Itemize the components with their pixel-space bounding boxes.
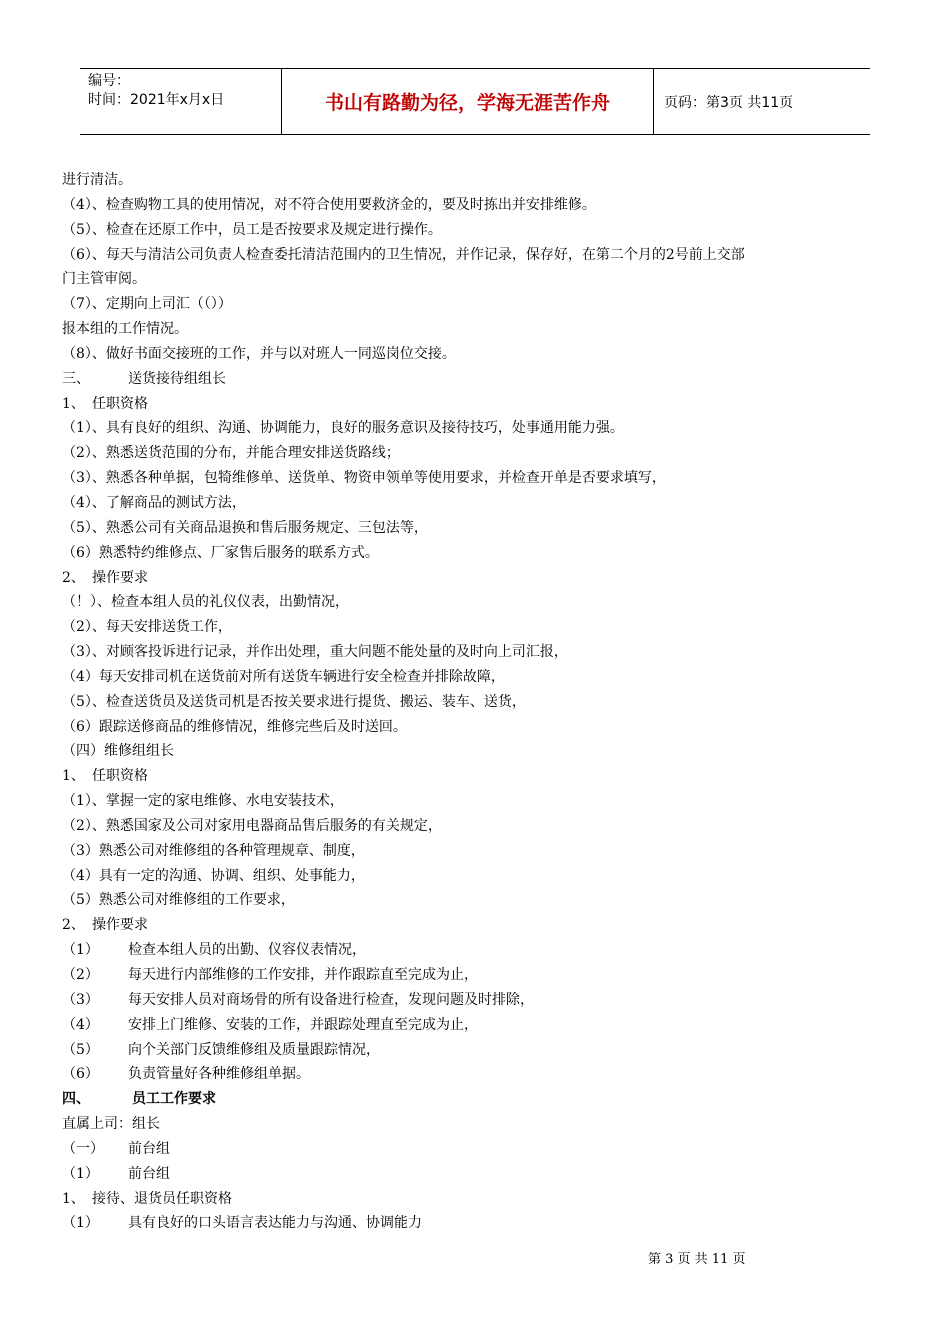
text-line [62, 1187, 902, 1212]
line-number: （2） [62, 967, 99, 983]
line-number: （6） [62, 1066, 99, 1083]
document-header [80, 68, 870, 135]
line-text: 任职资格 [92, 768, 148, 785]
line-text: 每天进行内部维修的工作安排，并作跟踪直至完成为止， [128, 967, 478, 983]
text-line [62, 739, 902, 764]
line-text: （7）、定期向上司汇（（）） [62, 296, 232, 313]
text-line [62, 541, 902, 566]
line-text: 接待、退货员任职资格 [92, 1190, 232, 1207]
line-number: 1、 [62, 1190, 85, 1207]
text-line [62, 243, 902, 268]
line-text: （6）、每天与清洁公司负责人检查委托清洁范围内的卫生情况，并作记录，保存好，在第二个月的2号前上交部 [62, 246, 745, 263]
text-line [62, 1013, 902, 1038]
document-body [62, 168, 902, 1236]
line-text: （！）、检查本组人员的礼仪仪表，出勤情况， [62, 594, 349, 611]
text-line [62, 963, 902, 988]
line-text: （1）、具有良好的组织、沟通、协调能力，良好的服务意识及接待技巧，处事通用能力强。 [62, 420, 624, 437]
text-line [62, 218, 902, 243]
text-line [62, 168, 902, 193]
document-date-label: 时间：2021年x月x日 [88, 92, 225, 108]
text-line [62, 913, 902, 938]
line-text: （四）维修组组长 [62, 743, 174, 760]
text-line [62, 789, 902, 814]
line-text: 向个关部门反馈维修组及质量跟踪情况， [128, 1041, 380, 1058]
line-text: 任职资格 [92, 395, 148, 412]
line-number: （3） [62, 991, 99, 1008]
text-line [62, 193, 902, 218]
line-text: 负责管量好各种维修组单据。 [128, 1066, 310, 1083]
text-line [62, 441, 902, 466]
page-footer: 第 3 页 共 11 页 [648, 1252, 746, 1267]
text-line [62, 640, 902, 665]
line-text: （6）熟悉特约维修点、厂家售后服务的联系方式。 [62, 544, 379, 561]
header-info-cell [80, 69, 282, 134]
line-text: （4）具有一定的沟通、协调、组织、处事能力， [62, 867, 365, 884]
text-line [62, 888, 902, 913]
line-text: （4）、了解商品的测试方法， [62, 494, 246, 511]
line-text: （3）熟悉公司对维修组的各种管理规章、制度， [62, 842, 365, 859]
line-number: （5） [62, 1041, 99, 1058]
line-text: 检查本组人员的出勤、仪容仪表情况， [128, 942, 366, 959]
line-text: （5）熟悉公司对维修组的工作要求， [62, 892, 295, 909]
line-text: （2）、熟悉国家及公司对家用电器商品售后服务的有关规定， [62, 817, 442, 834]
line-number: （1） [62, 1215, 99, 1232]
text-line [62, 516, 902, 541]
text-line [62, 690, 902, 715]
text-line [62, 392, 902, 417]
text-line [62, 665, 902, 690]
line-text: （1）、掌握一定的家电维修、水电安装技术， [62, 793, 344, 810]
line-text: （4）每天安排司机在送货前对所有送货车辆进行安全检查并排除故障， [62, 668, 505, 685]
line-text: （2）、每天安排送货工作， [62, 619, 232, 636]
line-number: 四、 [62, 1091, 90, 1108]
text-line [62, 1038, 902, 1063]
text-line [62, 764, 902, 789]
line-text: （2）、熟悉送货范围的分布，并能合理安排送货路线； [62, 445, 400, 462]
line-text: （3）、熟悉各种单据，包犄维修单、送货单、物资申领单等使用要求，并检查开单是否要求填写， [62, 470, 666, 487]
text-line [62, 342, 902, 367]
line-number: （1） [62, 942, 99, 959]
line-text: （8）、做好书面交接班的工作，并与以对班人一同巡岗位交接。 [62, 345, 456, 362]
line-text: 操作要求 [92, 917, 148, 934]
header-motto: 书山有路勤为径，学海无涯苦作舟 [282, 69, 654, 134]
text-line [62, 839, 902, 864]
text-line [62, 938, 902, 963]
text-line [62, 317, 902, 342]
line-text: （4）、检查购物工具的使用情况，对不符合使用要救济金的，要及时拣出并安排维修。 [62, 196, 596, 213]
line-text: 送货接待组组长 [128, 370, 226, 387]
line-text: 直属上司：组长 [62, 1116, 160, 1133]
text-line [62, 466, 902, 491]
line-text: （5）、熟悉公司有关商品退换和售后服务规定、三包法等， [62, 519, 428, 536]
text-line [62, 1112, 902, 1137]
line-text: 操作要求 [92, 569, 148, 586]
line-text: 进行清洁。 [62, 172, 132, 188]
text-line [62, 292, 902, 317]
line-text: 报本组的工作情况。 [62, 321, 188, 338]
line-text: 每天安排人员对商场骨的所有设备进行检查，发现问题及时排除， [128, 991, 534, 1008]
text-line [62, 715, 902, 740]
text-line [62, 1087, 902, 1112]
text-line [62, 416, 902, 441]
line-text: （3）、对顾客投诉进行记录，并作出处理，重大问题不能处量的及时向上司汇报， [62, 644, 568, 661]
text-line [62, 615, 902, 640]
text-line [62, 1137, 902, 1162]
line-number: （1） [62, 1165, 99, 1182]
line-text: （5）、检查送货员及送货司机是否按关要求进行提货、搬运、装车、送货， [62, 693, 526, 710]
text-line [62, 590, 902, 615]
text-line [62, 1162, 902, 1187]
line-text: 前台组 [128, 1140, 170, 1157]
document-number-label: 编号： [88, 73, 130, 89]
text-line [62, 267, 902, 292]
line-text: 前台组 [128, 1165, 170, 1182]
header-page-info: 页码：第3页 共11页 [664, 94, 794, 111]
line-text: （5）、检查在还原工作中，员工是否按要求及规定进行操作。 [62, 221, 442, 238]
line-number: 1、 [62, 768, 85, 785]
line-number: 2、 [62, 917, 85, 934]
text-line [62, 566, 902, 591]
line-text: 员工工作要求 [132, 1091, 216, 1108]
text-line [62, 491, 902, 516]
line-number: 三、 [62, 370, 90, 387]
line-text: （6）跟踪送修商品的维修情况，维修完些后及时送回。 [62, 718, 407, 735]
line-text: 门主管审阅。 [62, 271, 146, 288]
text-line [62, 988, 902, 1013]
text-line [62, 814, 902, 839]
text-line [62, 864, 902, 889]
text-line [62, 1211, 902, 1236]
line-number: 2、 [62, 569, 85, 586]
line-number: 1、 [62, 395, 85, 412]
line-text: 安排上门维修、安装的工作，并跟踪处理直至完成为止， [128, 1016, 478, 1033]
text-line [62, 367, 902, 392]
line-number: （4） [62, 1016, 99, 1033]
line-text: 具有良好的口头语言表达能力与沟通、协调能力 [128, 1215, 422, 1232]
text-line [62, 1062, 902, 1087]
line-number: （一） [62, 1140, 104, 1157]
